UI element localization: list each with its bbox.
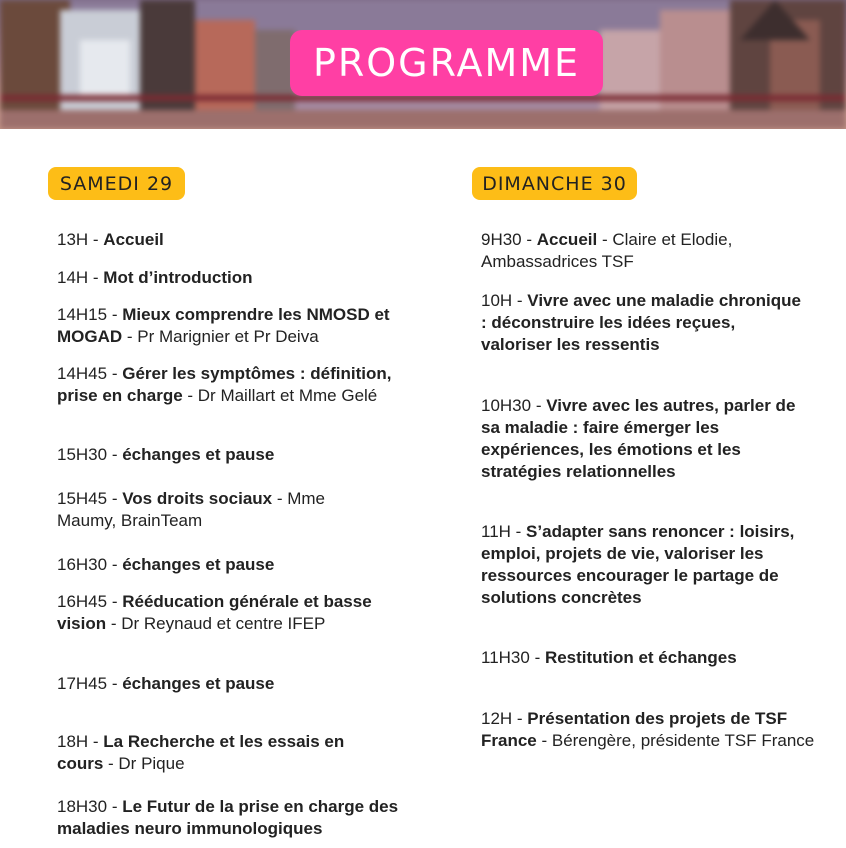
sunday-schedule: [481, 0, 841, 848]
schedule-item: 12H - Présentation des projets de TSF France - Bérengère, présidente TSF France: [481, 709, 815, 750]
schedule-item: 14H15 - Mieux comprendre les NMOSD et MOGAD - Pr Marignier et Pr Deiva: [57, 305, 390, 346]
schedule-item: 16H45 - Rééducation générale et basse vision - Dr Reynaud et centre IFEP: [57, 592, 372, 633]
schedule-item: 11H30 - Restitution et échanges: [481, 648, 737, 667]
schedule-item: 17H45 - échanges et pause: [57, 674, 275, 693]
schedule-item: 14H45 - Gérer les symptômes : définition, prise en charge - Dr Maillart et Mme Gelé: [57, 364, 392, 405]
day-label-saturday: SAMEDI 29: [48, 167, 185, 200]
programme-title: PROGRAMME: [290, 30, 603, 96]
schedule-item: 11H - S’adapter sans renoncer : loisirs, emploi, projets de vie, valoriser les ressources encourager le partage de solutions concrètes: [481, 522, 795, 607]
schedule-item: 10H30 - Vivre avec les autres, parler de sa maladie : faire émerger les expériences, les émotions et les stratégies relationnelles: [481, 396, 796, 481]
schedule-item: 15H45 - Vos droits sociaux - Mme Maumy, BrainTeam: [57, 489, 326, 530]
day-label-sunday: DIMANCHE 30: [472, 167, 637, 200]
saturday-schedule: [57, 0, 417, 848]
schedule-item: 15H30 - échanges et pause: [57, 445, 275, 464]
schedule-item: 10H - Vivre avec une maladie chronique : déconstruire les idées reçues, valoriser les ressentis: [481, 291, 801, 354]
schedule-item: 16H30 - échanges et pause: [57, 555, 275, 574]
schedule-item: 13H - Accueil: [57, 230, 164, 249]
schedule-item: 18H - La Recherche et les essais en cours - Dr Pique: [57, 732, 345, 773]
schedule-item: 14H - Mot d’introduction: [57, 268, 253, 287]
schedule-item: 18H30 - Le Futur de la prise en charge des maladies neuro immunologiques: [57, 797, 399, 838]
schedule-item: 9H30 - Accueil - Claire et Elodie, Ambassadrices TSF: [481, 230, 733, 271]
